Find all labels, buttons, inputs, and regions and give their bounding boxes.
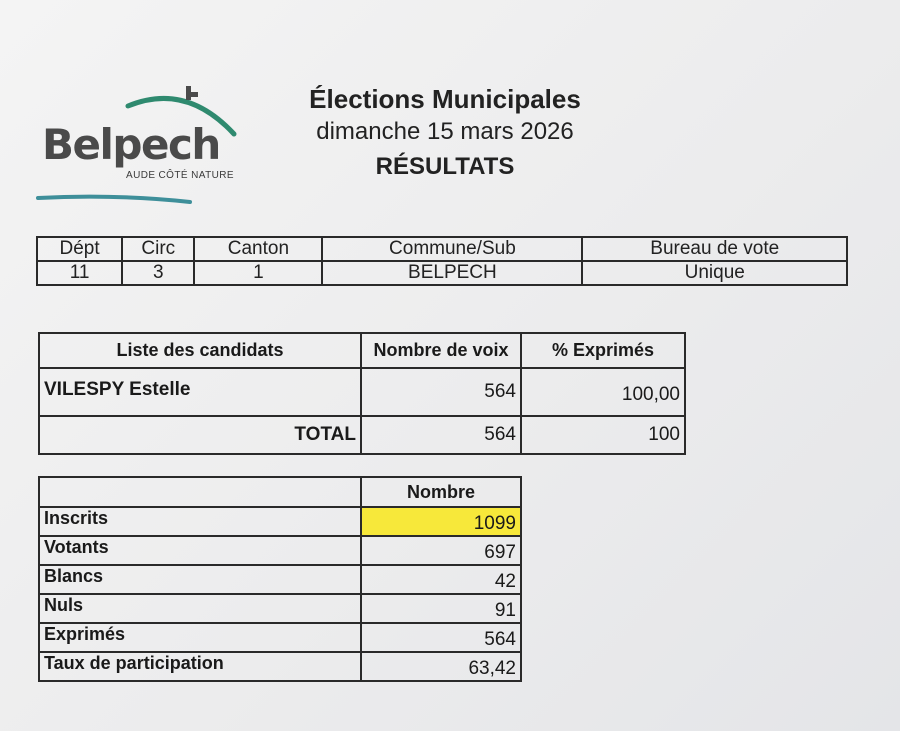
bureau-header: Bureau de vote (582, 237, 847, 261)
canton-header: Canton (194, 237, 322, 261)
exprimes-value: 564 (361, 623, 521, 652)
canton-value: 1 (194, 261, 322, 285)
candidate-row (39, 368, 685, 416)
logo-wordmark: Belpech (42, 120, 220, 169)
circ-value: 3 (122, 261, 194, 285)
candidates-header-row (39, 333, 685, 368)
page-title: Élections Municipales (309, 84, 581, 114)
participation-header-row (39, 477, 521, 507)
candidate-name: VILESPY Estelle (39, 368, 361, 416)
nuls-label: Nuls (39, 594, 361, 623)
logo-tagline: AUDE CÔTÉ NATURE (126, 170, 234, 181)
inscrits-label: Inscrits (39, 507, 361, 536)
votants-label: Votants (39, 536, 361, 565)
candidate-pct: 100,00 (521, 368, 685, 416)
pct-header: % Exprimés (521, 333, 685, 368)
table-row (39, 565, 521, 594)
table-row (39, 507, 521, 536)
table-row (39, 594, 521, 623)
inscrits-value: 1099 (361, 507, 521, 536)
total-votes: 564 (361, 416, 521, 454)
votes-header: Nombre de voix (361, 333, 521, 368)
belpech-logo (36, 82, 246, 208)
total-label: TOTAL (39, 416, 361, 454)
exprimes-label: Exprimés (39, 623, 361, 652)
participation-blank-header (39, 477, 361, 507)
nuls-value: 91 (361, 594, 521, 623)
taux-value: 63,42 (361, 652, 521, 681)
results-heading: RÉSULTATS (375, 153, 515, 180)
votants-value: 697 (361, 536, 521, 565)
circ-header: Circ (122, 237, 194, 261)
dept-value: 11 (37, 261, 122, 285)
count-header: Nombre (361, 477, 521, 507)
table-row (39, 652, 521, 681)
election-date: dimanche 15 mars 2026 (316, 118, 574, 145)
bureau-value: Unique (582, 261, 847, 285)
candidates-table (38, 332, 686, 455)
table-row (39, 536, 521, 565)
commune-value: BELPECH (322, 261, 582, 285)
total-pct: 100 (521, 416, 685, 454)
participation-table (38, 476, 522, 682)
dept-header: Dépt (37, 237, 122, 261)
blancs-label: Blancs (39, 565, 361, 594)
candidate-votes: 564 (361, 368, 521, 416)
location-info-table (36, 236, 848, 286)
total-row (39, 416, 685, 454)
document-header (290, 82, 600, 186)
candidate-list-header: Liste des candidats (39, 333, 361, 368)
commune-header: Commune/Sub (322, 237, 582, 261)
taux-label: Taux de participation (39, 652, 361, 681)
table-row (39, 623, 521, 652)
blancs-value: 42 (361, 565, 521, 594)
location-header-row (37, 237, 847, 261)
location-value-row (37, 261, 847, 285)
